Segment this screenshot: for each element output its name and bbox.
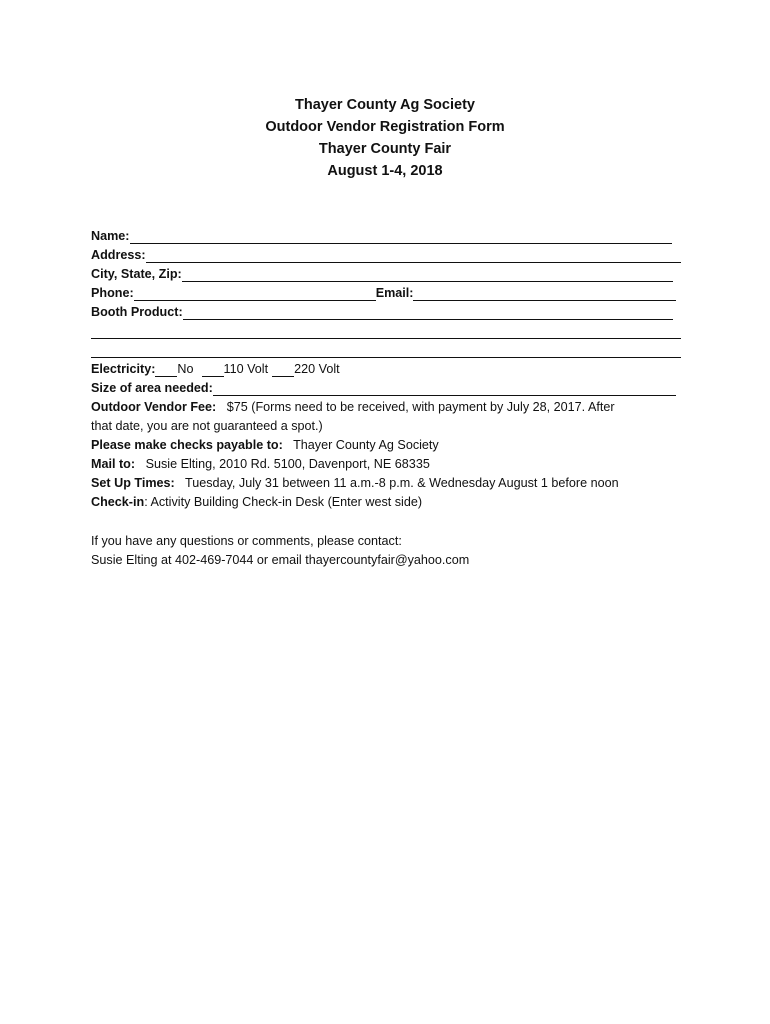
checks-label: Please make checks payable to:	[91, 438, 290, 452]
checkin-value: : Activity Building Check-in Desk (Enter west side)	[144, 495, 423, 509]
checks-value: Thayer County Ag Society	[293, 438, 439, 452]
size-label: Size of area needed:	[91, 381, 213, 395]
fee-line-1	[91, 398, 681, 417]
form-header	[0, 94, 770, 182]
checkin-line	[91, 493, 681, 512]
electricity-110-label: 110 Volt	[223, 362, 269, 376]
fee-line-2	[91, 417, 681, 436]
electricity-no-label: No	[177, 362, 194, 376]
booth-field[interactable]	[183, 305, 673, 320]
header-fair-name: Thayer County Fair	[318, 141, 452, 157]
phone-field[interactable]	[134, 286, 376, 301]
phone-label: Phone:	[91, 286, 134, 300]
registration-form	[91, 227, 681, 570]
setup-label: Set Up Times:	[91, 476, 182, 490]
name-field[interactable]	[130, 229, 673, 244]
booth-field-line-3[interactable]	[91, 343, 681, 358]
electricity-label: Electricity:	[91, 362, 156, 376]
contact-line-1: If you have any questions or comments, please contact:	[91, 534, 402, 548]
address-label: Address:	[91, 248, 146, 262]
phone-email-row	[91, 284, 676, 303]
electricity-220-blank[interactable]	[272, 363, 294, 377]
electricity-no-blank[interactable]	[155, 363, 177, 377]
mail-value: Susie Elting, 2010 Rd. 5100, Davenport, NE 68335	[145, 457, 430, 471]
name-label: Name:	[91, 229, 130, 243]
booth-field-line-2[interactable]	[91, 324, 681, 339]
address-field[interactable]	[146, 248, 681, 263]
checkin-label: Check-in	[91, 495, 145, 509]
city-field[interactable]	[182, 267, 673, 282]
spacer	[91, 512, 681, 532]
setup-value: Tuesday, July 31 between 11 a.m.-8 p.m. & Wednesday August 1 before noon	[185, 476, 619, 490]
booth-extra-line-1	[91, 322, 681, 341]
mail-line	[91, 455, 681, 474]
booth-extra-line-2	[91, 341, 681, 360]
electricity-110-blank[interactable]	[202, 363, 224, 377]
city-row	[91, 265, 673, 284]
setup-line	[91, 474, 681, 493]
address-row	[91, 246, 681, 265]
checks-line	[91, 436, 681, 455]
fee-text-2: that date, you are not guaranteed a spot.)	[91, 419, 323, 433]
header-form-title: Outdoor Vendor Registration Form	[265, 119, 505, 135]
booth-row	[91, 303, 673, 322]
email-field[interactable]	[413, 286, 676, 301]
email-label: Email:	[375, 286, 414, 300]
electricity-220-label: 220 Volt	[294, 362, 340, 376]
booth-label: Booth Product:	[91, 305, 183, 319]
fee-label: Outdoor Vendor Fee:	[91, 400, 224, 414]
size-row	[91, 379, 676, 398]
city-label: City, State, Zip:	[91, 267, 182, 281]
size-field[interactable]	[213, 381, 676, 396]
mail-label: Mail to:	[91, 457, 143, 471]
header-society: Thayer County Ag Society	[295, 97, 475, 113]
name-row	[91, 227, 672, 246]
electricity-row	[91, 360, 681, 379]
header-dates: August 1-4, 2018	[327, 163, 443, 179]
contact-line-2: Susie Elting at 402-469-7044 or email thayercountyfair@yahoo.com	[91, 553, 470, 567]
fee-text-1: $75 (Forms need to be received, with payment by July 28, 2017. After	[226, 400, 615, 414]
